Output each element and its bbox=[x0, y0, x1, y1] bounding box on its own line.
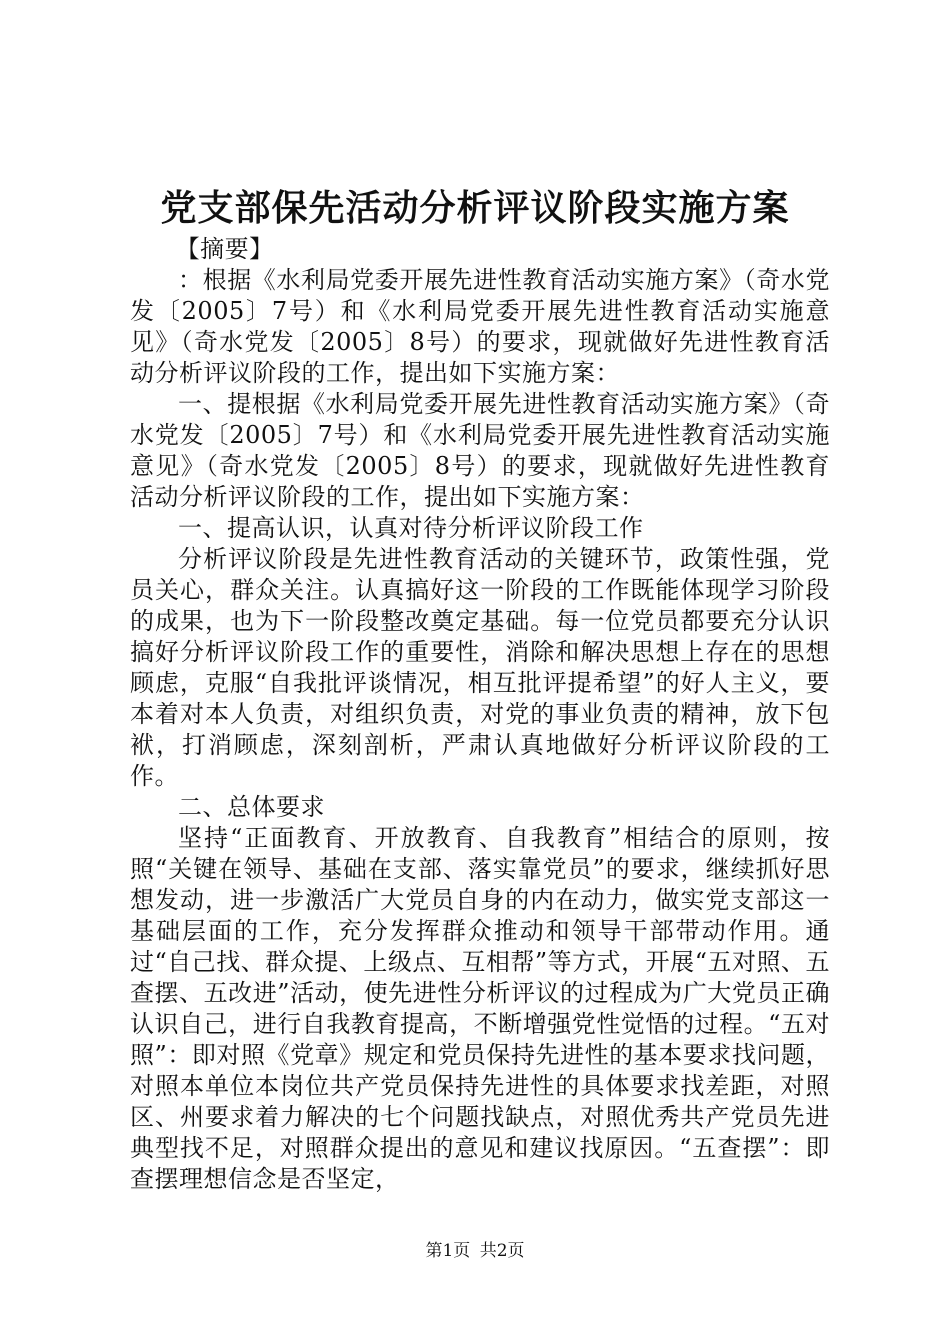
document-body bbox=[130, 234, 830, 1195]
paragraph-section-intro: 一、提根据《水利局党委开展先进性教育活动实施方案》（奇水党发〔2005〕7号）和《水利局党委开展先进性教育活动实施意见》（奇水党发〔2005〕8号）的要求，现就做好先进性教育活动分析评议阶段的工作，提出如下实施方案： bbox=[130, 390, 830, 511]
section-heading-1: 一、提高认识，认真对待分析评议阶段工作 bbox=[178, 514, 644, 542]
page-footer bbox=[0, 1240, 950, 1262]
paragraph-section-2: 坚持“正面教育、开放教育、自我教育”相结合的原则，按照“关键在领导、基础在支部、落实靠党员”的要求，继续抓好思想发动，进一步激活广大党员自身的内在动力，做实党支部这一基础层面的工作，充分发挥群众推动和领导干部带动作用。通过“自己找、群众提、上级点、互相帮”等方式，开展“五对照、五查摆、五改进”活动，使先进性分析评议的过程成为广大党员正确认识自己，进行自我教育提高，不断增强党性觉悟的过程。“五对照”：即对照《党章》规定和党员保持先进性的基本要求找问题，对照本单位本岗位共产党员保持先进性的具体要求找差距，对照区、州要求着力解决的七个问题找缺点，对照优秀共产党员先进典型找不足，对照群众提出的意见和建议找原因。“五查摆”：即查摆理想信念是否坚定， bbox=[130, 824, 830, 1193]
page-number-current: 第1页 bbox=[425, 1241, 471, 1261]
page-number-total: 共2页 bbox=[479, 1241, 525, 1261]
paragraph-abstract: ：根据《水利局党委开展先进性教育活动实施方案》（奇水党发〔2005〕7号）和《水利局党委开展先进性教育活动实施意见》（奇水党发〔2005〕8号）的要求，现就做好先进性教育活动分析评议阶段的工作，提出如下实施方案： bbox=[130, 266, 830, 387]
section-heading-2: 二、总体要求 bbox=[178, 793, 325, 821]
document-title: 党支部保先活动分析评议阶段实施方案 bbox=[160, 187, 790, 229]
paragraph-section-1: 分析评议阶段是先进性教育活动的关键环节，政策性强，党员关心，群众关注。认真搞好这一阶段的工作既能体现学习阶段的成果，也为下一阶段整改奠定基础。每一位党员都要充分认识搞好分析评议阶段工作的重要性，消除和解决思想上存在的思想顾虑，克服“自我批评谈情况，相互批评提希望”的好人主义，要本着对本人负责，对组织负责，对党的事业负责的精神，放下包袱，打消顾虑，深刻剖析，严肃认真地做好分析评议阶段的工作。 bbox=[130, 545, 830, 790]
abstract-label: 【摘要】 bbox=[175, 235, 274, 263]
